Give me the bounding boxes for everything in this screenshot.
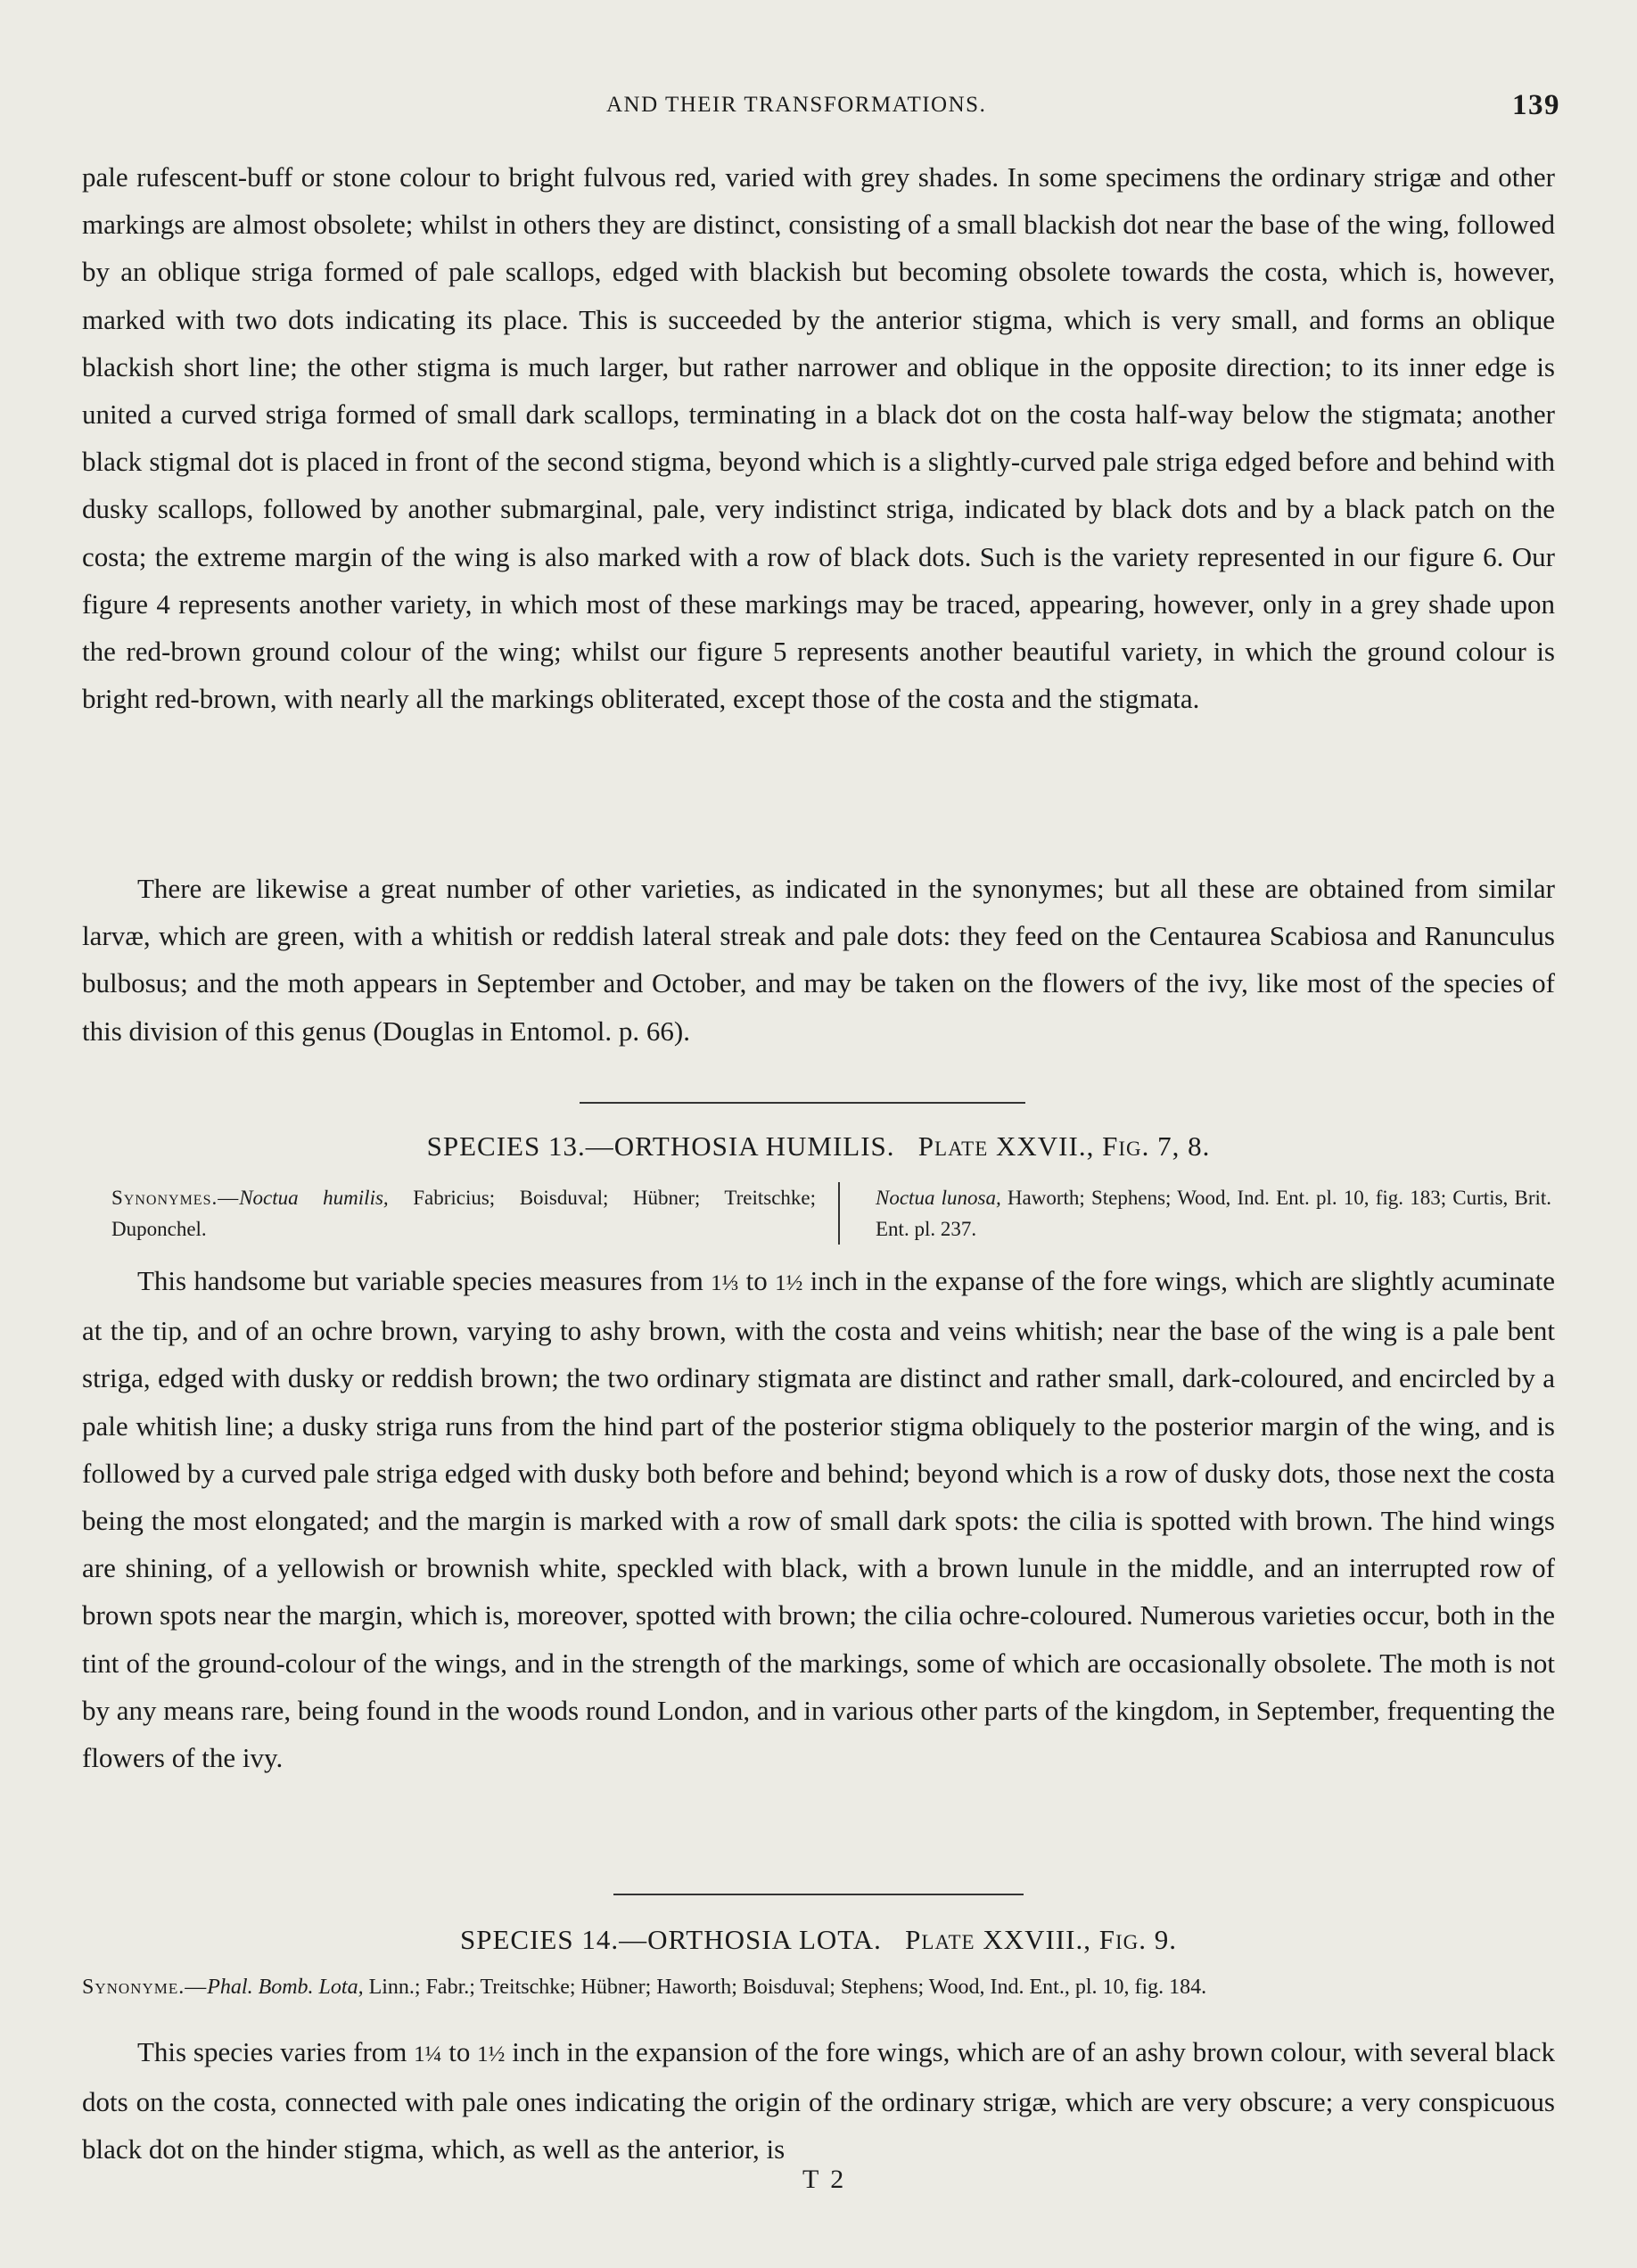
text-segment: This handsome but variable species measures from xyxy=(137,1265,712,1296)
fig-number: . 7, 8. xyxy=(1141,1130,1211,1162)
synonym-name: Phal. Bomb. Lota, xyxy=(207,1976,364,1999)
fig-number: . 9. xyxy=(1139,1924,1178,1955)
paragraph-varieties-larvae: There are likewise a great number of other varieties, as indicated in the synonymes; but all these are obtained from similar larvæ, which are green, with a whitish or reddish lateral streak and pale dots: they feed on the Centaurea Scabiosa and Ranunculus bulbosus; and the moth appears in September and October, and may be taken on the flowers of the ivy, like most of the species of this division of this genus (Douglas in Entomol. p. 66). xyxy=(82,873,1555,1047)
text-segment: inch in the expansion of the fore wings, which are of an ashy brown colour, with several black dots on the costa, connected with pale ones indicating the origin of the ordinary strigæ, which are very obscure; a very conspicuous black dot on the hinder stigma, which, as well as the anterior, is xyxy=(82,2036,1555,2165)
plate-rest: LATE xyxy=(934,1138,989,1160)
fig-initial: F xyxy=(1102,1130,1119,1162)
paragraph-humilis-description xyxy=(82,1257,1555,1781)
text-segment: This species varies from xyxy=(137,2036,415,2067)
plate-initial: P xyxy=(917,1130,935,1162)
synonym-authors: Fabricius; Boisduval; Hübner; Treitschke; Duponchel. xyxy=(111,1187,817,1240)
synonym-name: Noctua humilis, xyxy=(239,1187,389,1209)
page-header xyxy=(606,89,1560,121)
text-segment: to xyxy=(441,2036,478,2067)
species-13-heading xyxy=(82,1130,1555,1163)
species-13-synonymes-right xyxy=(838,1182,1551,1245)
species-14-synonyme xyxy=(82,1972,1555,2003)
text-segment: inch in the expanse of the fore wings, which are slightly acuminate at the tip, and of an ochre brown, varying to ashy brown, with the costa and veins whitish; near the base of the wing is a pale bent striga, edged with dusky or reddish brown; the two ordinary stigmata are distinct and rather small, dark-coloured, and encircled by a pale whitish line; a dusky striga runs from the hind part of the posterior stigma obliquely to the posterior margin of the wing, and is followed by a curved pale striga edged with dusky both before and behind; beyond which is a row of dusky dots, those next the costa being the most elongated; and the margin is marked with a row of small dark spots: the cilia is spotted with brown. The hind wings are shining, of a yellowish or brownish white, speckled with black, with a brown lunule in the middle, and an interrupted row of brown spots near the margin, which is, moreover, spotted with brown; the cilia ochre-coloured. Numerous varieties occur, both in the tint of the ground-colour of the wings, and in the strength of the markings, some of which are occasionally obsolete. The moth is not by any means rare, being found in the woods round London, and in various other parts of the kingdom, in September, frequenting the flowers of the ivy. xyxy=(82,1265,1555,1774)
signature-mark: T 2 xyxy=(802,2165,847,2194)
species-14-heading xyxy=(82,1924,1555,1956)
synonyme-label: Synonyme.— xyxy=(82,1976,208,1999)
paragraph-lota-description xyxy=(82,2028,1555,2174)
running-title: AND THEIR TRANSFORMATIONS. xyxy=(606,93,987,117)
text-segment: to xyxy=(738,1265,776,1296)
plate-initial: P xyxy=(905,1924,922,1955)
fraction: 1½ xyxy=(775,1271,803,1295)
section-divider xyxy=(613,1894,1024,1895)
species-13-plate-ref xyxy=(902,1130,1210,1162)
plate-number: XXVIII., xyxy=(975,1924,1099,1955)
synonym-authors-right: Haworth; Stephens; Wood, Ind. Ent. pl. 10, fig. 183; Curtis, Brit. Ent. pl. 237. xyxy=(876,1187,1552,1240)
fig-initial: F xyxy=(1098,1924,1115,1955)
fraction: 1¼ xyxy=(414,2042,442,2067)
species-14-title: SPECIES 14.—ORTHOSIA LOTA. xyxy=(459,1924,882,1955)
section-divider xyxy=(580,1102,1025,1104)
fig-rest: IG xyxy=(1115,1931,1139,1953)
fraction: 1⅓ xyxy=(711,1271,739,1295)
species-14-plate-ref xyxy=(890,1924,1177,1955)
fig-rest: IG xyxy=(1118,1138,1142,1160)
synonymes-label: Synonymes.— xyxy=(111,1187,240,1209)
plate-rest: LATE xyxy=(921,1931,975,1953)
plate-number: XXVII., xyxy=(988,1130,1103,1162)
species-13-title: SPECIES 13.—ORTHOSIA HUMILIS. xyxy=(426,1130,895,1162)
page-number: 139 xyxy=(1512,89,1560,121)
paragraph-variety-description: pale rufescent-buff or stone colour to bright fulvous red, varied with grey shades. In some specimens the ordinary strigæ and other markings are almost obsolete; whilst in others they are distinct, consisting of a small blackish dot near the base of the wing, followed by an oblique striga formed of pale scallops, edged with blackish but becoming obsolete towards the costa, which is, however, marked with two dots indicating its place. This is succeeded by the anterior stigma, which is very small, and forms an oblique blackish short line; the other stigma is much larger, but rather narrower and oblique in the opposite direction; to its inner edge is united a curved striga formed of small dark scallops, terminating in a black dot on the costa half-way below the stigmata; another black stigmal dot is placed in front of the second stigma, beyond which is a slightly-curved pale striga edged before and behind with dusky scallops, followed by another submarginal, pale, very indistinct striga, indicated by black dots and by a black patch on the costa; the extreme margin of the wing is also marked with a row of black dots. Such is the variety represented in our figure 6. Our figure 4 represents another variety, in which most of these markings may be traced, appearing, however, only in a grey shade upon the red-brown ground colour of the wing; whilst our figure 5 represents another beautiful variety, in which the ground colour is bright red-brown, with nearly all the markings obliterated, except those of the costa and the stigmata. xyxy=(82,161,1555,715)
synonym-authors: Linn.; Fabr.; Treitschke; Hübner; Haworth; Boisduval; Stephens; Wood, Ind. Ent., pl. 10, fig. 184. xyxy=(363,1976,1207,1999)
fraction: 1½ xyxy=(477,2042,506,2067)
synonym-name-right: Noctua lunosa, xyxy=(876,1187,1001,1209)
species-13-synonymes-left xyxy=(111,1182,816,1245)
